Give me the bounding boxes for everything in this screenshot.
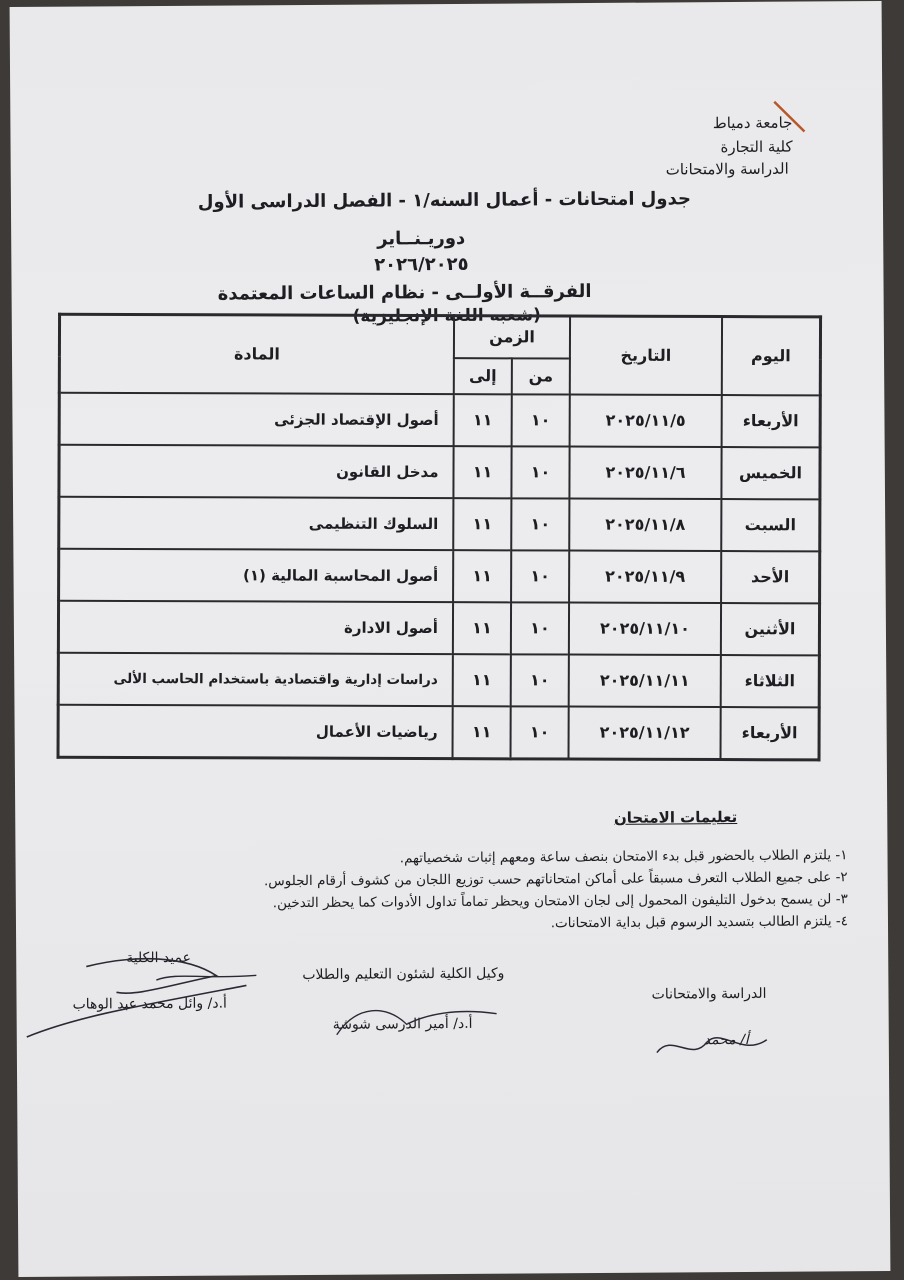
cell-day: الأحد — [721, 551, 820, 603]
instruction-item: ٣- لن يسمح بدخول التليفون المحمول إلى لجان الامتحان ويحظر تماماً تداول الأدوات كما يحظر التدخين. — [272, 891, 848, 912]
cell-date: ٢٠٢٥/١١/١٢ — [569, 706, 721, 759]
cell-from: ١٠ — [511, 498, 569, 550]
cell-to: ١١ — [453, 498, 511, 550]
university-name: جامعة دمياط — [712, 113, 793, 133]
cell-date: ٢٠٢٥/١١/٦ — [569, 446, 721, 499]
department-name: الدراسة والامتحانات — [665, 159, 789, 179]
cell-from: ١٠ — [511, 446, 569, 498]
cell-date: ٢٠٢٥/١١/١١ — [569, 654, 721, 707]
level-label: الفرقــة الأولــى - نظام الساعات المعتمدة — [217, 281, 592, 305]
dean-signature-scribble-icon — [16, 935, 297, 1047]
table-row — [58, 600, 819, 655]
signature-studies-title: الدراسة والامتحانات — [651, 985, 767, 1003]
instruction-item: ٢- على جميع الطلاب التعرف مسبقاً على أماكن امتحاناتهم حسب توزيع اللجان من كشوف أرقام الجلوس. — [263, 869, 848, 890]
cell-date: ٢٠٢٥/١١/٩ — [569, 550, 721, 603]
pen-mark-icon — [770, 97, 810, 137]
cell-day: الأربعاء — [721, 707, 820, 760]
cell-date: ٢٠٢٥/١١/٥ — [570, 394, 722, 447]
document-page — [10, 1, 891, 1277]
cell-date: ٢٠٢٥/١١/١٠ — [569, 602, 721, 655]
header-time: الزمن — [454, 316, 570, 358]
cell-day: الأربعاء — [722, 395, 821, 447]
cell-to: ١١ — [453, 550, 511, 602]
cell-to: ١١ — [454, 394, 512, 446]
cell-from: ١٠ — [511, 550, 569, 602]
cell-subject: مدخل القانون — [59, 444, 454, 497]
cell-day: الأثنين — [721, 603, 820, 655]
cell-from: ١٠ — [511, 654, 569, 706]
academic-year: ٢٠٢٦/٢٠٢٥ — [374, 253, 469, 276]
studies-signature-scribble-icon — [647, 1022, 797, 1068]
table-row — [59, 496, 820, 551]
cell-to: ١١ — [453, 706, 511, 759]
header-date: التاريخ — [570, 316, 722, 395]
cell-to: ١١ — [453, 654, 511, 706]
header-from: من — [512, 358, 570, 394]
instruction-item: ١- يلتزم الطلاب بالحضور قبل بدء الامتحان بنصف ساعة ومعهم إثبات شخصياتهم. — [399, 847, 848, 867]
signature-studies-name: أ/ محمد — [703, 1031, 749, 1049]
cell-subject: أصول الإقتصاد الجزئى — [59, 392, 454, 445]
table-row — [59, 548, 820, 603]
table-row — [58, 704, 819, 759]
signature-vice-dean-title: وكيل الكلية لشئون التعليم والطلاب — [302, 965, 505, 984]
header-to: إلى — [454, 358, 512, 394]
division-label: (شعبه اللغة الإنجليزية) — [352, 305, 541, 327]
cell-subject: رياضيات الأعمال — [58, 704, 453, 758]
cell-subject: السلوك التنظيمى — [59, 496, 454, 549]
instructions-heading: تعليمات الامتحان — [613, 807, 738, 827]
signature-vice-dean-name: أ.د/ أمير الدرسى شوشة — [332, 1015, 473, 1033]
session-label: دوريـنــاير — [377, 227, 466, 250]
signature-dean-title: عميد الكلية — [126, 949, 192, 967]
signature-dean-name: أ.د/ وائل محمد عبد الوهاب — [72, 995, 227, 1013]
cell-subject: دراسات إدارية واقتصادية باستخدام الحاسب الألى — [58, 652, 453, 705]
table-row — [59, 444, 820, 499]
cell-subject: أصول المحاسبة المالية (١) — [59, 548, 454, 601]
schedule-title: جدول امتحانات - أعمال السنه/١ - الفصل الدراسى الأول — [197, 188, 692, 213]
cell-from: ١٠ — [511, 602, 569, 654]
table-row — [59, 392, 820, 447]
cell-day: الخميس — [721, 447, 820, 499]
cell-to: ١١ — [453, 446, 511, 498]
vice-dean-signature-scribble-icon — [316, 994, 516, 1045]
faculty-name: كلية التجارة — [720, 137, 793, 157]
cell-from: ١٠ — [512, 394, 570, 446]
exam-schedule-table — [57, 313, 823, 761]
cell-day: الثلاثاء — [721, 655, 820, 707]
instruction-item: ٤- يلتزم الطالب بتسديد الرسوم قبل بداية الامتحانات. — [550, 913, 849, 932]
cell-subject: أصول الادارة — [58, 600, 453, 653]
table-row — [58, 652, 819, 707]
header-day: اليوم — [722, 317, 821, 395]
cell-to: ١١ — [453, 602, 511, 654]
header-subject: المادة — [59, 314, 454, 393]
cell-from: ١٠ — [511, 706, 569, 759]
cell-day: السبت — [721, 499, 820, 551]
cell-date: ٢٠٢٥/١١/٨ — [569, 498, 721, 551]
